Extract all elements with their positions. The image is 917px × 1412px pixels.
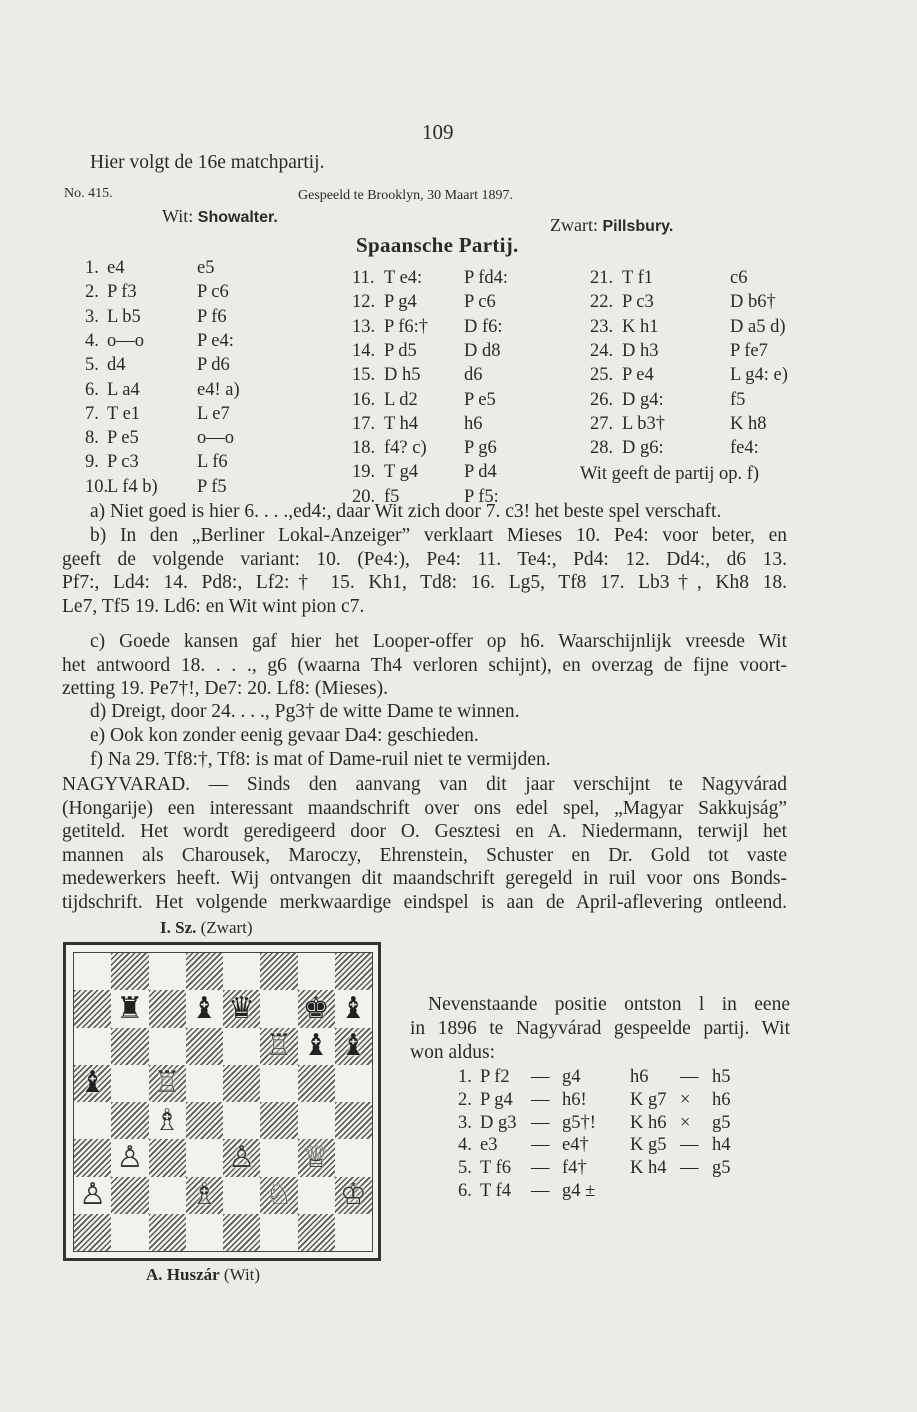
board-square xyxy=(335,1102,372,1139)
page-number: 109 xyxy=(422,120,454,144)
note-line: d) Dreigt, door 24. . . ., Pg3† de witte Dame te winnen. xyxy=(90,701,520,722)
move-number: 25. xyxy=(590,365,614,386)
note-line: c) Goede kansen gaf hier het Looper-offer op h6. Waarschijnlijk vreesde Wit xyxy=(90,631,787,652)
white-from: T f4 xyxy=(480,1181,512,1201)
black-move: e4! a) xyxy=(197,379,240,400)
black-move: L g4: e) xyxy=(730,365,788,386)
move-number: 5. xyxy=(458,1158,472,1179)
move-number: 16. xyxy=(352,389,376,410)
separator: × xyxy=(680,1089,691,1110)
board-square xyxy=(223,1177,260,1214)
move-number: 11. xyxy=(352,268,375,288)
white-name: Showalter. xyxy=(197,209,278,226)
white-from: D g3 xyxy=(480,1112,517,1133)
black-move: P fe7 xyxy=(730,340,768,361)
white-rook-icon: ♖ xyxy=(153,1065,181,1101)
position-line: in 1896 te Nagyvárad gespeelde partij. Wit xyxy=(410,1018,790,1039)
black-move: P f5 xyxy=(197,476,227,497)
white-move: K h1 xyxy=(622,316,659,337)
note-line: b) In den „Berliner Lokal-Anzeiger” verklaart Mieses 10. Pe4: voor beter, en xyxy=(90,525,787,546)
black-move: P e5 xyxy=(464,389,496,410)
black-to: h5 xyxy=(712,1067,731,1087)
board-square xyxy=(223,1214,260,1251)
white-move: T e4: xyxy=(384,268,423,288)
black-move: d6 xyxy=(464,365,483,386)
white-move: L b5 xyxy=(107,306,141,327)
white-move: P f3 xyxy=(107,282,137,303)
board-square xyxy=(298,1214,335,1251)
board-square xyxy=(260,990,297,1027)
board-square xyxy=(149,1102,186,1139)
move-number: 2. xyxy=(85,282,99,303)
white-move: P d5 xyxy=(384,340,417,361)
note-b xyxy=(62,524,787,618)
black-move: P c6 xyxy=(197,282,229,303)
black-player xyxy=(550,215,673,236)
position-description xyxy=(410,993,790,1065)
white-from: e3 xyxy=(480,1135,498,1156)
black-move: D b6† xyxy=(730,292,776,313)
white-to: h6! xyxy=(562,1089,587,1110)
move-number: 1. xyxy=(458,1067,472,1087)
white-move: D h3 xyxy=(622,340,659,361)
move-number: 3. xyxy=(458,1112,472,1133)
board-square xyxy=(149,953,186,990)
white-move: T h4 xyxy=(384,413,419,434)
white-from: P f2 xyxy=(480,1067,510,1087)
white-rook-icon: ♖ xyxy=(265,1028,293,1064)
white-to: g4 xyxy=(562,1067,581,1087)
board-square xyxy=(111,1214,148,1251)
board-square xyxy=(74,990,111,1027)
black-to: g5 xyxy=(712,1112,731,1133)
paragraph-line: NAGYVARAD. — Sinds den aanvang van dit jaar verschijnt te Nagyvárad xyxy=(62,774,787,795)
move-number: 15. xyxy=(352,365,376,386)
board-square xyxy=(260,1177,297,1214)
white-move: P e5 xyxy=(107,428,139,449)
board-square xyxy=(186,1139,223,1176)
board-square xyxy=(260,1214,297,1251)
black-move: D f6: xyxy=(464,316,503,337)
move-number: 26. xyxy=(590,389,614,410)
dash: — xyxy=(531,1181,550,1201)
move-number: 12. xyxy=(352,292,376,313)
black-move: P d6 xyxy=(197,355,230,376)
board-square xyxy=(74,1065,111,1102)
diagram-bottom-caption xyxy=(146,1265,260,1285)
paragraph-line: getiteld. Het wordt geredigeerd door O. Gesztesi en A. Niedermann, terwijl het xyxy=(62,821,787,842)
move-number: 2. xyxy=(458,1089,472,1110)
separator: — xyxy=(680,1067,699,1087)
board-square xyxy=(186,1028,223,1065)
black-move: P f5: xyxy=(464,486,499,507)
board-square xyxy=(298,1177,335,1214)
black-name: Pillsbury. xyxy=(602,218,674,235)
move-number: 4. xyxy=(458,1135,472,1156)
board-square xyxy=(111,953,148,990)
note-line: het antwoord 18. . . ., g6 (waarna Th4 verloren schijnt), en overzag de fijne voort- xyxy=(62,654,787,676)
black-move: e5 xyxy=(197,258,215,278)
board-square xyxy=(335,1028,372,1065)
move-number: 8. xyxy=(85,428,99,449)
board-square xyxy=(335,1177,372,1214)
board-square xyxy=(111,1177,148,1214)
white-color-label: (Wit) xyxy=(223,1265,261,1284)
board-square xyxy=(74,1177,111,1214)
black-from: K g7 xyxy=(630,1089,667,1110)
board-square xyxy=(111,990,148,1027)
move-number: 3. xyxy=(85,306,99,327)
white-move: o—o xyxy=(107,330,144,351)
white-move: P c3 xyxy=(107,452,139,473)
black-move: L e7 xyxy=(197,403,230,424)
black-from: K h6 xyxy=(630,1112,667,1133)
chess-diagram xyxy=(63,942,381,1261)
move-number: 27. xyxy=(590,413,614,434)
board-square xyxy=(335,1214,372,1251)
white-move: D g4: xyxy=(622,389,664,410)
chess-board xyxy=(73,952,373,1252)
white-move: P e4 xyxy=(622,365,654,386)
move-number: 24. xyxy=(590,340,614,361)
move-number: 1. xyxy=(85,258,99,278)
white-move: P c3 xyxy=(622,292,654,313)
played-location: Gespeeld te Brooklyn, 30 Maart 1897. xyxy=(298,188,514,203)
move-number: 23. xyxy=(590,316,614,337)
opening-title: Spaansche Partij. xyxy=(356,233,519,257)
paragraph-line: tijdschrift. Het volgende merkwaardige eindspel is aan de April-aflevering ontleend. xyxy=(62,891,787,913)
black-label: Zwart: xyxy=(550,215,598,235)
board-square xyxy=(149,1214,186,1251)
board-square xyxy=(74,1139,111,1176)
board-square xyxy=(335,1065,372,1102)
board-square xyxy=(149,1139,186,1176)
dash: — xyxy=(531,1112,550,1133)
white-move: T g4 xyxy=(384,462,419,483)
black-move: fe4: xyxy=(730,438,759,459)
white-move: P f6:† xyxy=(384,316,429,337)
black-king-icon: ♚ xyxy=(302,990,330,1026)
dash: — xyxy=(531,1067,550,1087)
black-to: g5 xyxy=(712,1158,731,1179)
white-label: Wit: xyxy=(162,206,194,226)
white-pawn-icon: ♙ xyxy=(79,1177,107,1213)
black-bishop-icon: ♝ xyxy=(79,1065,107,1101)
black-from: K h4 xyxy=(630,1158,667,1179)
white-pawn-icon: ♙ xyxy=(228,1139,256,1175)
white-from: P g4 xyxy=(480,1089,513,1110)
diagram-top-caption xyxy=(160,918,253,938)
white-move: D h5 xyxy=(384,365,421,386)
white-from: T f6 xyxy=(480,1158,512,1179)
board-square xyxy=(260,953,297,990)
note-line: a) Niet goed is hier 6. . . .,ed4:, daar Wit zich door 7. c3! het beste spel verschaft. xyxy=(90,501,722,522)
black-queen-icon: ♛ xyxy=(228,990,256,1026)
black-move: f5 xyxy=(730,389,746,410)
white-move: L f4 b) xyxy=(107,476,158,497)
white-move: D g6: xyxy=(622,438,664,459)
black-move: h6 xyxy=(464,413,483,434)
move-number: 14. xyxy=(352,340,376,361)
white-move: L d2 xyxy=(384,389,418,410)
black-player-name: I. Sz. xyxy=(160,918,197,937)
move-number: 17. xyxy=(352,413,376,434)
board-square xyxy=(260,1065,297,1102)
board-square xyxy=(111,1102,148,1139)
white-to: f4† xyxy=(562,1158,587,1179)
board-square xyxy=(111,1028,148,1065)
black-bishop-icon: ♝ xyxy=(339,1028,367,1064)
board-square xyxy=(111,1139,148,1176)
board-square xyxy=(186,1102,223,1139)
note-line: zetting 19. Pe7†!, De7: 20. Lf8: (Mieses). xyxy=(62,678,389,699)
move-number: 4. xyxy=(85,330,99,351)
white-bishop-icon: ♗ xyxy=(190,1177,218,1213)
board-square xyxy=(149,1177,186,1214)
note-e xyxy=(90,724,787,748)
nagyvarad-paragraph xyxy=(62,773,787,914)
note-a xyxy=(90,500,787,524)
board-square xyxy=(223,1065,260,1102)
white-move: e4 xyxy=(107,258,125,278)
board-square xyxy=(186,1177,223,1214)
move-number: 21. xyxy=(590,268,614,288)
board-square xyxy=(149,1028,186,1065)
move-number: 13. xyxy=(352,316,376,337)
black-move: P d4 xyxy=(464,462,497,483)
separator: × xyxy=(680,1112,691,1133)
paragraph-line: medewerkers heeft. Wij ontvangen dit maandschrift geregeld in ruil voor ons Bonds- xyxy=(62,868,787,889)
black-move: K h8 xyxy=(730,413,767,434)
paragraph-line: (Hongarije) een interessant maandschrift over ons edel spel, „Magyar Sakkujság” xyxy=(62,797,787,819)
white-move: f4? c) xyxy=(384,438,427,459)
move-number: 18. xyxy=(352,438,376,459)
board-square xyxy=(186,953,223,990)
white-move: T e1 xyxy=(107,403,141,424)
dash: — xyxy=(531,1089,550,1110)
black-to: h6 xyxy=(712,1089,731,1110)
black-move: P fd4: xyxy=(464,268,509,288)
board-square xyxy=(186,1065,223,1102)
move-number: 9. xyxy=(85,452,99,473)
board-square xyxy=(74,953,111,990)
white-move: P g4 xyxy=(384,292,417,313)
game-number: No. 415. xyxy=(64,186,113,201)
black-color-label: (Zwart) xyxy=(200,918,253,937)
separator: — xyxy=(680,1158,699,1179)
note-f xyxy=(90,748,787,772)
move-number: 19. xyxy=(352,462,376,483)
move-number: 5. xyxy=(85,355,99,376)
board-square xyxy=(335,1139,372,1176)
board-square xyxy=(149,1065,186,1102)
white-move: d4 xyxy=(107,355,126,376)
move-number: 6. xyxy=(458,1181,472,1201)
board-square xyxy=(260,1028,297,1065)
board-square xyxy=(298,1139,335,1176)
board-square xyxy=(186,990,223,1027)
black-move: L f6 xyxy=(197,452,228,473)
board-square xyxy=(335,990,372,1027)
board-square xyxy=(149,990,186,1027)
black-bishop-icon: ♝ xyxy=(339,990,367,1026)
move-number: 28. xyxy=(590,438,614,459)
position-line: won aldus: xyxy=(410,1042,496,1063)
white-move: f5 xyxy=(384,486,400,507)
board-square xyxy=(223,1102,260,1139)
board-square xyxy=(223,990,260,1027)
black-move: P f6 xyxy=(197,306,227,327)
intro-line: Hier volgt de 16e matchpartij. xyxy=(90,152,325,173)
black-move: P g6 xyxy=(464,438,497,459)
white-move: L b3† xyxy=(622,413,665,434)
paragraph-line: mannen als Charousek, Maroczy, Ehrenstein, Schuster en Dr. Gold tot vaste xyxy=(62,844,787,866)
black-move: P c6 xyxy=(464,292,496,313)
white-move: T f1 xyxy=(622,268,654,288)
dash: — xyxy=(531,1135,550,1156)
white-bishop-icon: ♗ xyxy=(153,1102,181,1138)
white-to: g4 ± xyxy=(562,1181,596,1201)
black-rook-icon: ♜ xyxy=(116,990,144,1026)
note-line: geeft de volgende variant: 10. (Pe4:), Pe4: 11. Te4:, Pd4: 12. Dd4:, d6 13. xyxy=(62,548,787,570)
black-move: o—o xyxy=(197,428,234,449)
move-number: 6. xyxy=(85,379,99,400)
board-square xyxy=(186,1214,223,1251)
black-from: K g5 xyxy=(630,1135,667,1156)
black-move: D d8 xyxy=(464,340,501,361)
board-square xyxy=(298,990,335,1027)
black-from: h6 xyxy=(630,1067,649,1087)
white-player xyxy=(162,206,278,227)
note-line: e) Ook kon zonder eenig gevaar Da4: geschieden. xyxy=(90,725,479,746)
black-move: c6 xyxy=(730,268,748,288)
dash: — xyxy=(531,1158,550,1179)
note-d xyxy=(90,700,787,724)
note-line: f) Na 29. Tf8:†, Tf8: is mat of Dame-ruil niet te vermijden. xyxy=(90,749,551,770)
black-bishop-icon: ♝ xyxy=(190,990,218,1026)
note-c xyxy=(62,630,787,701)
board-square xyxy=(74,1028,111,1065)
black-to: h4 xyxy=(712,1135,731,1156)
resignation-line: Wit geeft de partij op. f) xyxy=(580,464,760,484)
move-number: 7. xyxy=(85,403,99,424)
board-square xyxy=(260,1139,297,1176)
board-square xyxy=(298,1028,335,1065)
position-line: Nevenstaande positie ontston l in eene xyxy=(428,994,790,1015)
board-square xyxy=(111,1065,148,1102)
white-player-name: A. Huszár xyxy=(146,1265,220,1284)
board-square xyxy=(223,953,260,990)
white-queen-icon: ♕ xyxy=(302,1139,330,1175)
board-square xyxy=(298,1065,335,1102)
board-square xyxy=(74,1102,111,1139)
note-line: Le7, Tf5 19. Ld6: en Wit wint pion c7. xyxy=(62,595,365,617)
separator: — xyxy=(680,1135,699,1156)
move-number: 10. xyxy=(85,476,109,497)
white-knight-icon: ♘ xyxy=(265,1177,293,1213)
black-move: D a5 d) xyxy=(730,316,786,337)
board-square xyxy=(260,1102,297,1139)
black-bishop-icon: ♝ xyxy=(302,1028,330,1064)
white-move: L a4 xyxy=(107,379,140,400)
note-line: Pf7:, Ld4: 14. Pd8:, Lf2:† 15. Kh1, Td8: 16. Lg5, Tf8 17. Lb3†, Kh8 18. xyxy=(62,572,787,593)
board-square xyxy=(223,1028,260,1065)
board-square xyxy=(223,1139,260,1176)
white-pawn-icon: ♙ xyxy=(116,1139,144,1175)
black-move: P e4: xyxy=(197,330,234,351)
board-square xyxy=(74,1214,111,1251)
white-to: g5†! xyxy=(562,1112,596,1133)
move-number: 20. xyxy=(352,486,376,507)
board-square xyxy=(298,953,335,990)
white-king-icon: ♔ xyxy=(339,1177,367,1213)
move-number: 22. xyxy=(590,292,614,313)
board-square xyxy=(298,1102,335,1139)
board-square xyxy=(335,953,372,990)
white-to: e4† xyxy=(562,1135,589,1156)
